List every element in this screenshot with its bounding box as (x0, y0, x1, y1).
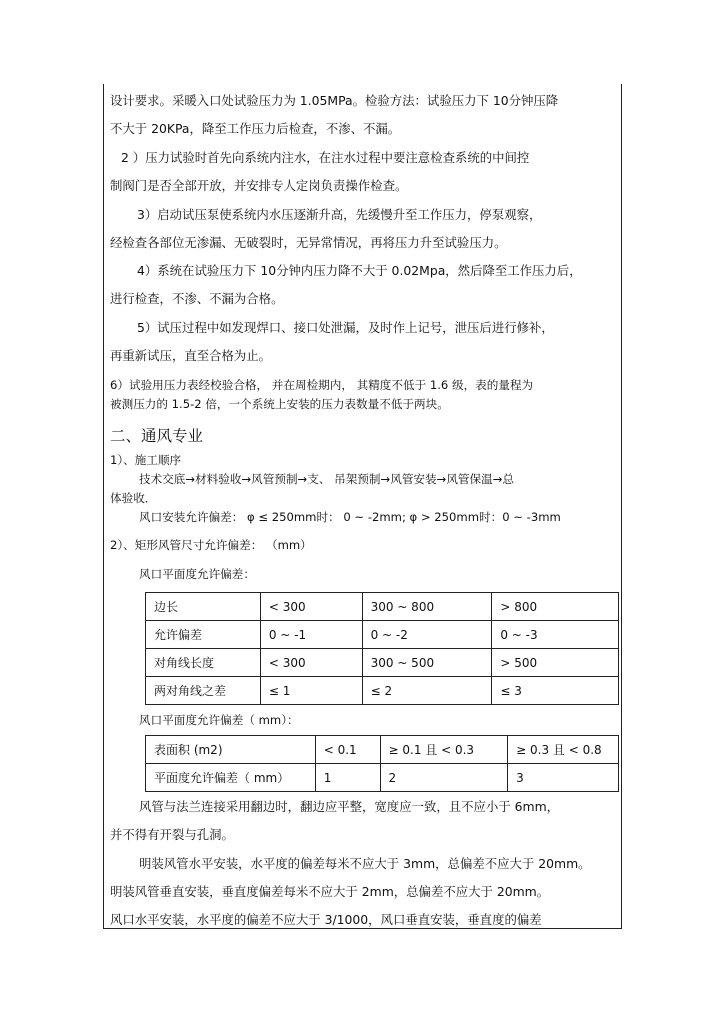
table-row (146, 736, 619, 764)
paragraph-line: 经检查各部位无渗漏、无破裂时，无异常情况，再将压力升至试验压力。 (110, 235, 507, 250)
table-row (146, 593, 619, 621)
table-cell: ≤ 3 (492, 677, 619, 705)
paragraph-line: 再重新试压，直至合格为止。 (110, 348, 272, 363)
table-cell: 0 ~ -3 (492, 621, 619, 649)
install-line: 风口水平安装，水平度的偏差不应大于 3/1000，风口垂直安装，垂直度的偏差 (110, 912, 542, 927)
table-caption: 风口平面度允许偏差（ mm）： (139, 713, 299, 727)
item-title: 1）、施工顺序 (110, 453, 182, 467)
paragraph-line: 设计要求。采暖入口处试验压力为 1.05MPa。检验方法：试验压力下 10分钟压降 (110, 93, 559, 108)
install-line: 明装风管水平安装，水平度的偏差每米不应大于 3mm，总偏差不应大于 20mm。 (139, 856, 591, 871)
procedure-line: 技术交底→材料验收→风管预制→支、 吊架预制→风管安装→风管保温→总 (139, 472, 515, 486)
table-row (146, 677, 619, 705)
tolerance-table-2 (145, 735, 619, 792)
table-cell: 300 ~ 500 (362, 649, 492, 677)
table-cell: 平面度允许偏差（ mm） (146, 764, 316, 792)
table-cell: 对角线长度 (146, 649, 261, 677)
paragraph-line: 进行检查，不渗、不漏为合格。 (110, 291, 284, 306)
paragraph-line: 5）试压过程中如发现焊口、接口处泄漏，及时作上记号，泄压后进行修补， (137, 320, 554, 335)
install-line: 明装风管垂直安装，垂直度偏差每米不应大于 2mm，总偏差不应大于 20mm。 (110, 884, 550, 899)
table-cell: ≤ 1 (260, 677, 362, 705)
table-row (146, 649, 619, 677)
table-cell: 边长 (146, 593, 261, 621)
item-title: 2）、矩形风管尺寸允许偏差： （mm） (110, 538, 312, 552)
table-cell: 1 (315, 764, 380, 792)
table-cell: ≥ 0.1 且 < 0.3 (380, 736, 508, 764)
paragraph-line: 4）系统在试验压力下 10分钟内压力降不大于 0.02Mpa，然后降至工作压力后， (137, 263, 582, 278)
paragraph-line: 被测压力的 1.5-2 倍，一个系统上安装的压力表数量不低于两块。 (110, 397, 449, 411)
table-cell: 0 ~ -2 (362, 621, 492, 649)
table-cell: < 0.1 (315, 736, 380, 764)
table-row (146, 621, 619, 649)
table-cell: 300 ~ 800 (362, 593, 492, 621)
paragraph-line: 6）试验用压力表经校验合格， 并在周检期内， 其精度不低于 1.6 级，表的量程为 (110, 378, 534, 392)
table-cell: > 500 (492, 649, 619, 677)
tolerance-line: 风口安装允许偏差： φ ≤ 250mm时： 0 ~ -2mm; φ > 250mm时：0 ~ -3mm (139, 510, 561, 524)
table-cell: 两对角线之差 (146, 677, 261, 705)
table-cell: ≤ 2 (362, 677, 492, 705)
flange-line: 并不得有开裂与孔洞。 (110, 827, 234, 842)
tolerance-table-1 (145, 592, 619, 705)
procedure-line: 体验收． (110, 491, 157, 505)
paragraph-line: 3）启动试压泵使系统内水压逐渐升高，先缓慢升至工作压力，停泵观察， (137, 207, 542, 222)
table-cell: 0 ~ -1 (260, 621, 362, 649)
table-cell: < 300 (260, 593, 362, 621)
table-caption: 风口平面度允许偏差： (139, 567, 255, 581)
paragraph-line: 不大于 20KPa，降至工作压力后检查，不渗、不漏。 (110, 121, 401, 136)
flange-line: 风管与法兰连接采用翻边时，翻边应平整，宽度应一致，且不应小于 6mm， (139, 799, 560, 814)
table-cell: 3 (508, 764, 619, 792)
table-cell: ≥ 0.3 且 < 0.8 (508, 736, 619, 764)
table-cell: < 300 (260, 649, 362, 677)
paragraph-line: 制阀门是否全部开放，并安排专人定岗负责操作检查。 (110, 178, 408, 193)
section-title: 二、通风专业 (110, 427, 204, 445)
table-cell: > 800 (492, 593, 619, 621)
paragraph-line: 2 ）压力试验时首先向系统内注水，在注水过程中要注意检查系统的中间控 (121, 150, 530, 165)
table-cell: 允许偏差 (146, 621, 261, 649)
table-row (146, 764, 619, 792)
table-cell: 2 (380, 764, 508, 792)
table-cell: 表面积 (m2) (146, 736, 316, 764)
